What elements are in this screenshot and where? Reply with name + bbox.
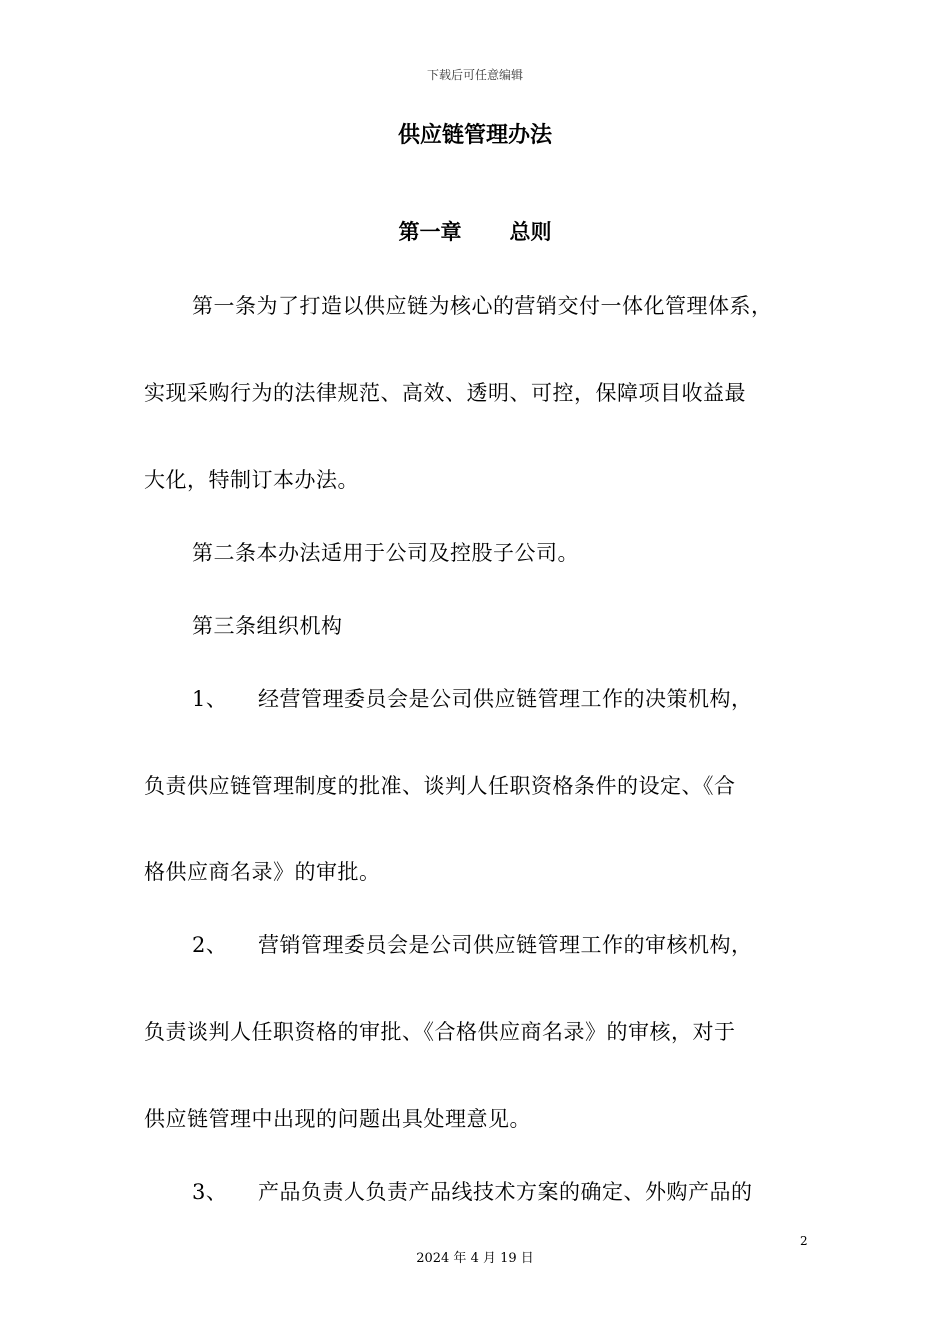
item-2-text: 营销管理委员会是公司供应链管理工作的审核机构， [258, 933, 753, 957]
page-number: 2 [800, 1234, 808, 1248]
item-3-number: 3、 [192, 1180, 228, 1204]
article-2-line-1: 第二条本办法适用于公司及控股子公司。 [192, 541, 579, 565]
item-1-line-3: 格供应商名录》的审批。 [144, 860, 381, 884]
article-1-line-2: 实现采购行为的法律规范、高效、透明、可控，保障项目收益最 [144, 381, 746, 405]
item-1-line-1 [192, 683, 872, 713]
item-2-line-3: 供应链管理中出现的问题出具处理意见。 [144, 1107, 531, 1131]
item-1-line-2: 负责供应链管理制度的批准、谈判人任职资格条件的设定、《合 [144, 774, 736, 798]
item-1-text: 经营管理委员会是公司供应链管理工作的决策机构， [258, 687, 753, 711]
article-1-line-3: 大化，特制订本办法。 [144, 468, 359, 492]
chapter-heading [0, 216, 950, 246]
item-1-number: 1、 [192, 687, 228, 711]
chapter-name: 总则 [509, 220, 552, 244]
item-2-number: 2、 [192, 933, 228, 957]
article-3-line-1: 第三条组织机构 [192, 614, 343, 638]
item-3-text: 产品负责人负责产品线技术方案的确定、外购产品的 [258, 1180, 753, 1204]
document-title: 供应链管理办法 [397, 123, 552, 148]
item-2-line-2: 负责谈判人任职资格的审批、《合格供应商名录》的审核，对于 [144, 1020, 736, 1044]
item-2-line-1 [192, 929, 872, 959]
chapter-number: 第一章 [398, 220, 462, 244]
header-note: 下载后可任意编辑 [426, 68, 523, 82]
item-3-line-1 [192, 1176, 872, 1206]
article-1-line-1: 第一条为了打造以供应链为核心的营销交付一体化管理体系， [192, 294, 773, 318]
footer-date: 2024 年 4 月 19 日 [416, 1251, 534, 1266]
